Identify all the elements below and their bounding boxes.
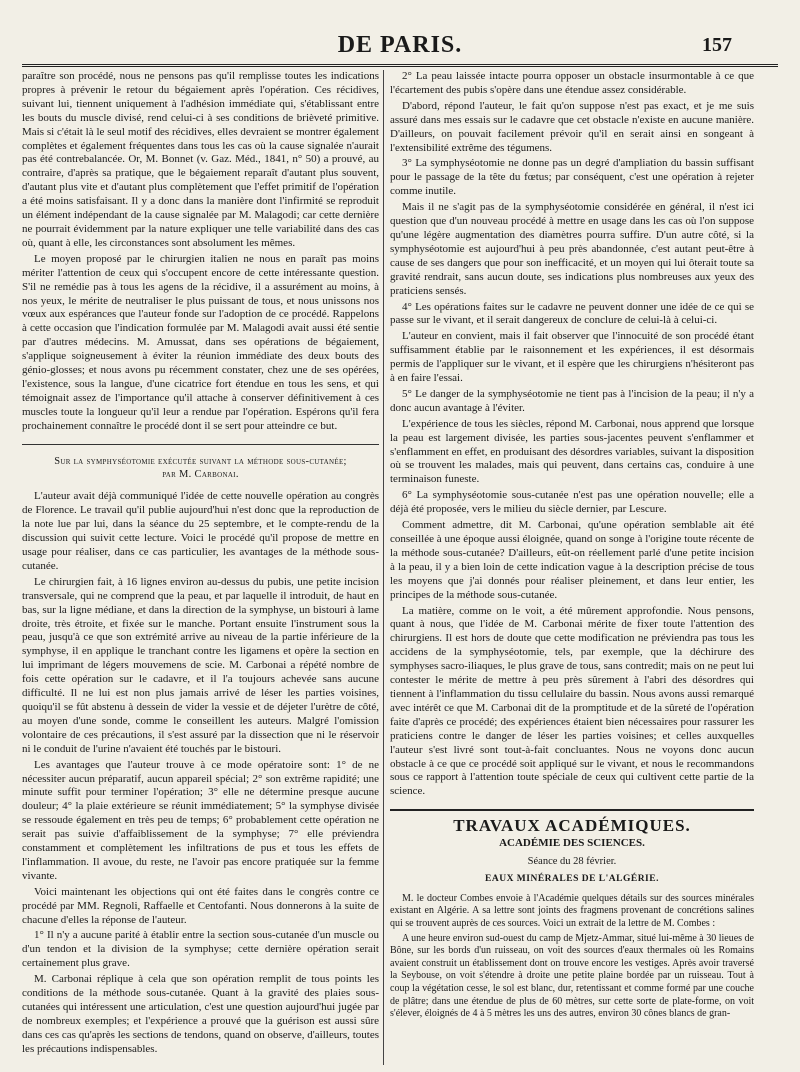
section-divider: [390, 809, 754, 811]
article-heading-line1: Sur la symphyséotomie exécutée suivant la méthode sous-cutanée;: [54, 455, 347, 467]
article-heading: [22, 455, 379, 483]
paragraph: 4° Les opérations faites sur le cadavre ne peuvent donner une idée de ce qui se passe sur le vivant, et il serait dangereux de conclure de celui-là à celui-ci.: [390, 300, 754, 327]
session-date: Séance du 28 février.: [527, 856, 617, 868]
column-divider: [383, 70, 384, 1065]
section-divider: [22, 444, 379, 445]
paragraph: L'auteur avait déjà communiqué l'idée de cette nouvelle opération au congrès de Florence. Le travail qu'il publie aujourd'hui n'est donc que la reproduction de la note lue par lui, dans la séance du 25 septembre, et le compte-rendu de la discussion qui suivit cette lecture. Voici le procédé qu'il propose de mettre en usage pour réaliser, dans ce cas particulier, les avantages de la méthode sous-cutanée.: [22, 490, 379, 572]
paragraph: 2° La peau laissée intacte pourra opposer un obstacle insurmontable à ce que l'écartement des pubis s'opère dans une étendue assez considérable.: [390, 70, 754, 96]
page-header: [20, 28, 780, 62]
paragraph: A une heure environ sud-ouest du camp de Mjetz-Ammar, situé lui-même à 30 lieues de Bône, sur les bords d'un ruisseau, on voit des sources d'eaux thermales où les Romains avaient construit un établissement dont on trouve encore les vestiges. Après avoir traversé la Seybouse, on voit s'étendre à droite une petite plaine bordée par un ruisseau. Tout à coup la végétation cesse, le sol est blanc, dur, retentissant et comme formé par une couche de plâtre; dans une étendue de plus de 60 mètres, sur cette sorte de plate-forme, on voit s'élever, éloignés de 4 à 5 mètres les uns des autres, environ 30 cônes blancs de gran-: [390, 932, 754, 1020]
paragraph: 5° Le danger de la symphyséotomie ne tient pas à l'incision de la peau; il n'y a donc aucun avantage à l'éviter.: [390, 387, 754, 414]
article-heading-line2: par M. Carbonai.: [162, 469, 239, 481]
paragraph: La matière, comme on le voit, a été mûrement approfondie. Nous pensons, quant à nous, que l'idée de M. Carbonai mérite de fixer toute l'attention des chirurgiens. Il est hors de doute que cette modification ne préviendra pas tous les accidens de la symphyséotomie, tels, par exemple, que la déchirure des symphyses sacro-iliaques, le plus grave de tous, sans contredit; mais on ne peut lui contester le mérite de mettre à peu près sûrement à l'abri des désordres qui tiennent à l'inflammation du tissu cellulaire du bassin. Nous avons aussi remarqué avec intérêt ce que M. Carbonai dit de la promptitude et de la sûreté de l'opération faite d'après ce procédé; des expériences étaient bien nécessaires pour rassurer les praticiens contre le danger de léser les parties voisines; et celles auxquelles l'auteur s'est livré sont tout-à-fait concluantes. Nous ne voyons donc aucun obstacle à ce que ce procédé soit appliqué sur le vivant, et nous le recommandons sous ce rapport à l'attention toute spéciale de ceux qui cultivent cette partie de la science.: [390, 604, 754, 798]
paragraph: M. le docteur Combes envoie à l'Académie quelques détails sur des sources minérales existant en Algérie. A sa lettre sont joints des fragmens provenant de concrétions salines qui se trouvent auprès de ces sources. Voici un extrait de la lettre de M. Combes :: [390, 892, 754, 930]
page-number: 157: [702, 34, 732, 56]
header-rule: [22, 64, 778, 67]
section-title: TRAVAUX ACADÉMIQUES.: [453, 816, 691, 836]
paragraph: Mais il ne s'agit pas de la symphyséotomie considérée en général, il n'est ici question que d'un nouveau procédé à mettre en usage dans les cas où l'on suppose qu'une légère augmentation des diamètres pourra suffire. D'un autre côté, si la symphyséotomie est aujourd'hui à peu près abandonnée, c'est autant peut-être à cause de ses dangers que pour son inefficacité, et un moyen qui lui ôterait toute sa gravité rendrait, sans aucun doute, ses indications plus nombreuses aux yeux des praticiens sensés.: [390, 201, 754, 297]
bleed-through-margin: [758, 70, 800, 1060]
paragraph: M. Carbonai réplique à cela que son opération remplit de tous points les conditions de la méthode sous-cutanée. Quant à la gravité des plaies sous-cutanées qui intéressent une articulation, c'est une question aujourd'hui jugée par de nombreux exemples; et l'expérience a prouvé que la guérison est aussi sûre dans ces cas qu'après les sections de tendons, quand on observe, d'ailleurs, toutes les précautions indispensables.: [22, 973, 379, 1055]
paragraph: Les avantages que l'auteur trouve à ce mode opératoire sont: 1° de ne nécessiter aucun préparatif, aucun appareil spécial; 2° son extrême rapidité; une minute suffit pour terminer l'opération; 3° elle ne détermine presque aucune douleur; 4° la plaie extérieure se réunit immédiatement; 5° la symphyse divisée se ressoude également en très peu de temps; 6° probablement cette opération ne serait pas suivie d'affaiblissement de la symphyse; 7° elle préviendra constamment et complètement les infiltrations de pus et tous les effets de l'inflammation. Il avoue, du reste, ne l'avoir pas encore pratiquée sur la femme vivante.: [22, 758, 379, 882]
paragraph: Voici maintenant les objections qui ont été faites dans le congrès contre ce procédé par MM. Regnoli, Raffaelle et Centofanti. Nous donnerons à la suite de chacune d'elles la réponse de l'auteur.: [22, 885, 379, 926]
paragraph: paraître son procédé, nous ne pensons pas qu'il remplisse toutes les indications propres à prévenir le retour du bégaiement après l'opération. Ces récidives, suivant lui, tiennent uniquement à l'adhésion immédiate qui, s'établissant entre les bouts du muscle divisé, rend celui-ci à ses conditions de brièveté primitive. Mais si c'était là le seul motif des récidives, elles devraient se montrer également complètes et également fréquentes dans tous les cas où la cause signalée n'aurait pas été contrebalancée. Or, M. Bonnet (v. Gaz. Méd., 1841, n° 50) a prouvé, au contraire, d'après sa pratique, que le bégaiement reparaît d'autant plus souvent, d'autant plus vite et d'autant plus complètement que l'effet primitif de l'opération a été moins satisfaisant. Il y a donc dans la manière dont l'infirmité se reproduit un élément indépendant de la cause signalée par M. Malagodi; car cette dernière ne pourrait évidemment par la nature expliquer une telle variabilité dans des cas où, quant à elle, les circonstances sont absolument les mêmes.: [22, 70, 379, 249]
subsection-heading: EAUX MINÉRALES DE L'ALGÉRIE.: [485, 873, 659, 884]
paragraph: 6° La symphyséotomie sous-cutanée n'est pas une opération nouvelle; elle a déjà été proposée, vers le milieu du siècle dernier, par Lescure.: [390, 489, 754, 516]
paragraph: D'abord, répond l'auteur, le fait qu'on suppose n'est pas exact, et je me suis assuré dans mes essais sur le cadavre que cet obstacle n'existe en aucune manière. D'ailleurs, on pouvait facilement prévoir qu'il en serait ainsi en songeant à l'extensibilité extrême des tégumens.: [390, 99, 754, 154]
left-column: [22, 70, 379, 1059]
paragraph: 3° La symphyséotomie ne donne pas un degré d'ampliation du bassin suffisant pour le passage de la tête du fœtus; par conséquent, c'est une opération à rejeter comme inutile.: [390, 157, 754, 198]
paragraph: 1° Il n'y a aucune parité à établir entre la section sous-cutanée d'un muscle ou d'un tendon et la division de la symphyse; cette dernière opération serait certainement plus grave.: [22, 929, 379, 970]
academy-heading: ACADÉMIE DES SCIENCES.: [499, 837, 645, 850]
paragraph: Le moyen proposé par le chirurgien italien ne nous en paraît pas moins mériter l'attention de ceux qui s'occupent encore de cette intéressante question. S'il ne remédie pas à tous les agens de la récidive, il a assurément au moins, à nos yeux, le mérite de neutraliser le plus puissant de tous, et nous unissons nos vœux aux espérances que l'auteur fonde sur l'adoption de ce procédé. Rappelons à cette occasion que l'indication formulée par M. Malagodi avait aussi été sentie par d'autres médecins. M. Amussat, dans ses opérations de bégaiement, s'applique soigneusement à éviter la réunion immédiate des deux bouts des génio-glosses; et nous avons pu récemment constater, chez une de ses opérées, l'existence, sous la langue, d'une cicatrice fort étendue en tous les sens, et qui témoignait assez de l'importance qu'il attache à conserver définitivement à ces muscles toute la longueur qu'il leur a rendue par l'opération. Espérons qu'il fera prochainement connaître le procédé dont il se sert pour atteindre ce but.: [22, 252, 379, 432]
right-column: [390, 70, 754, 1023]
paragraph: Comment admettre, dit M. Carbonai, qu'une opération semblable ait été conseillée à une époque aussi éloignée, quand on songe à l'origine toute récente de la méthode sous-cutanée? D'ailleurs, eût-on réellement parlé d'une petite incision à la peau, il y a bien loin de cette indication vague à la description précise de tous les moyens que j'ai donnés pour réaliser pleinement, et dans leur entier, les principes de la méthode sous-cutanée.: [390, 519, 754, 601]
paragraph: L'expérience de tous les siècles, répond M. Carbonai, nous apprend que lorsque la peau est largement divisée, les parties sous-jacentes peuvent s'enflammer et s'enflamment en effet, en produisant des désordres variables, suivant la disposition où se trouvent les malades, mais qui peuvent, dans certains cas, conduire à une terminaison funeste.: [390, 417, 754, 486]
running-title: DE PARIS.: [337, 32, 463, 58]
paragraph: Le chirurgien fait, à 16 lignes environ au-dessus du pubis, une petite incision transversale, qui ne comprend que la peau, et par laquelle il introduit, de haut en bas, sur la ligne médiane, et dans la direction de la symphyse, un bistouri à lame droite, très étroite, et fixée sur le manche. Portant ensuite l'instrument sous la peau, jusqu'à ce que son extrémité arrive au niveau de la partie inférieure de la symphyse, il en applique le tranchant contre les ligamens et opère la section en lui imprimant de légers mouvemens de scie. M. Carbonai a répété nombre de fois cette opération sur le cadavre, et il l'a toujours achevée sans aucune difficulté. Il ne lui est non plus jamais arrivé de léser les parties voisines, quoiqu'il se fût abstenu à dessein de vider la vessie et de déjeter l'urètre de côté, au moyen d'une sonde, comme le conseillent les auteurs. Malgré l'omission volontaire de ces précautions, il s'est assuré par la dissection que ni le réservoir ni le conduit de l'urine n'avaient été touchés par le bistouri.: [22, 575, 379, 755]
paragraph: L'auteur en convient, mais il fait observer que l'innocuité de son procédé étant suffisamment établie par le raisonnement et les expériences, il est désormais permis de l'appliquer sur le vivant, et il espère que les chirurgiens n'hésiteront pas à en faire l'essai.: [390, 330, 754, 385]
